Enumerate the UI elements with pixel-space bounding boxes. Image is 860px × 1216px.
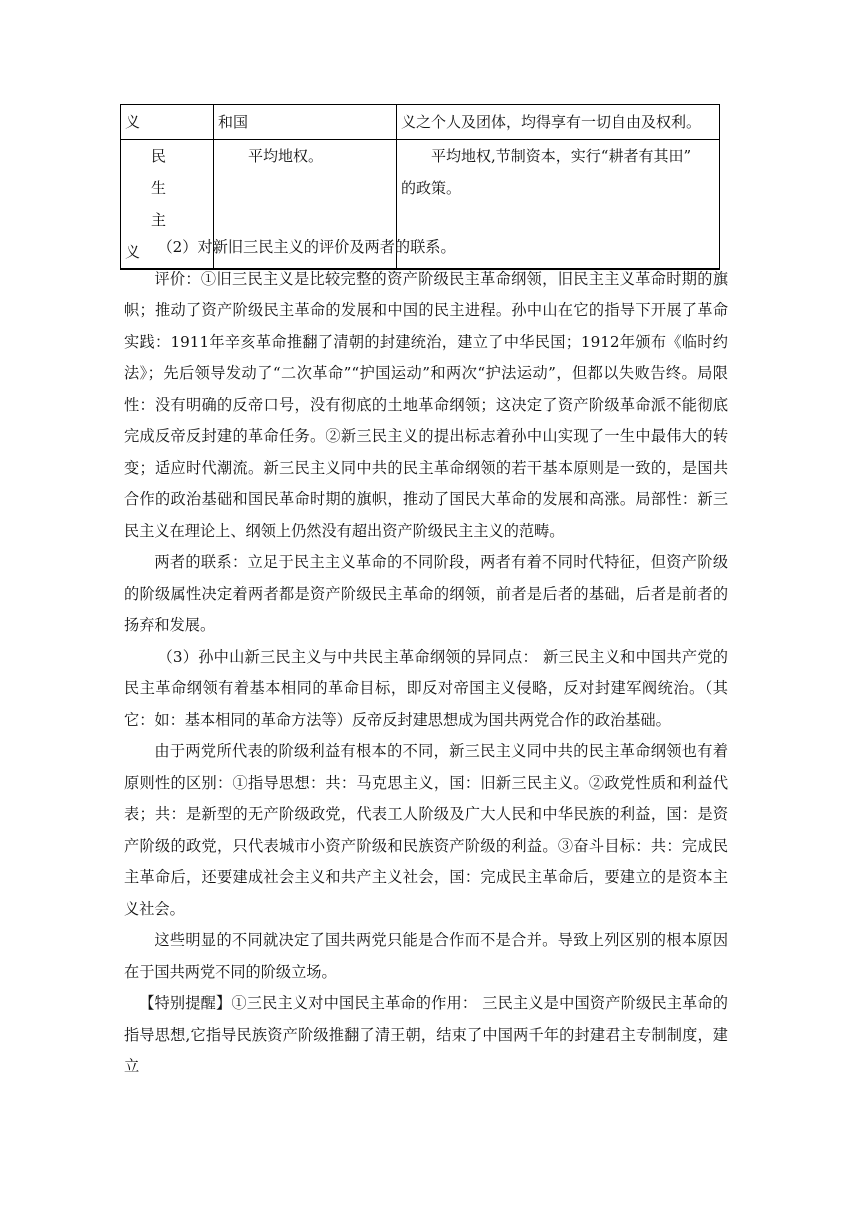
cell-text: 民 生 主: [151, 147, 175, 229]
cell-text: 的政策。: [401, 179, 462, 197]
paragraph: 由于两党所代表的阶级利益有根本的不同，新三民主义同中共的民主革命纲领也有着原则性的区别：①指导思想：共：马克思主义，国：旧新三民主义。②政党性质和利益代表；共：是新型的无产阶级政党，代表工人阶级及广大人民和中华民族的利益，国：是资产阶级的政党，只代表城市小资产阶级和民族资产阶级的利益。③奋斗目标：共：完成民主革命后，还要建成社会主义和共产主义社会，国：完成民主革命后，要建立的是资本主义社会。: [124, 742, 728, 918]
table-cell: [397, 105, 720, 140]
cell-text: 和国: [218, 113, 249, 131]
cell-text: 平均地权。: [248, 147, 324, 165]
table-cell: [214, 105, 397, 140]
paragraph: 这些明显的不同就决定了国共两党只能是合作而不是合并。导致上列区别的根本原因在于国共两党不同的阶级立场。: [124, 931, 728, 981]
paragraph: 【特别提醒】①三民主义对中国民主革命的作用： 三民主义是中国资产阶级民主革命的指导思想,它指导民族资产阶级推翻了清王朝，结束了中国两千年的封建君主专制制度，建立: [124, 994, 728, 1075]
body-text: [124, 232, 728, 1083]
table-row: [121, 105, 720, 140]
paragraph: 评价：①旧三民主义是比较完整的资产阶级民主革命纲领，旧民主主义革命时期的旗帜；推动了资产阶级民主革命的发展和中国的民主进程。孙中山在它的指导下开展了革命实践：1911年辛亥革命推翻了清朝的封建统治，建立了中华民国；1912年颁布《临时约法》；先后领导发动了“二次革命”“护国运动”和两次“护法运动”，但都以失败告终。局限性：没有明确的反帝口号，没有彻底的土地革命纲领；这决定了资产阶级革命派不能彻底完成反帝反封建的革命任务。②新三民主义的提出标志着孙中山实现了一生中最伟大的转变；适应时代潮流。新三民主义同中共的民主革命纲领的若干基本原则是一致的，是国共合作的政治基础和国民革命时期的旗帜，推动了国民大革命的发展和高涨。局部性：新三民主义在理论上、纲领上仍然没有超出资产阶级民主主义的范畴。: [124, 269, 728, 540]
paragraph: 两者的联系：立足于民主主义革命的不同阶段，两者有着不同时代特征，但资产阶级的阶级属性决定着两者都是资产阶级民主革命的纲领，前者是后者的基础，后者是前者的扬弃和发展。: [124, 553, 728, 634]
paragraph: （3）孙中山新三民主义与中共民主革命纲领的异同点： 新三民主义和中国共产党的民主革命纲领有着基本相同的革命目标，即反对帝国主义侵略，反对封建军阀统治。（其它：如：基本相同的革命方法等）反帝反封建思想成为国共两党合作的政治基础。: [124, 647, 728, 729]
table-cell: [121, 105, 214, 140]
paragraph: （2）对新旧三民主义的评价及两者的联系。: [157, 238, 456, 256]
cell-text: 平均地权,节制资本，实行“耕者有其田”: [431, 147, 692, 165]
cell-text: 义: [125, 113, 141, 131]
cell-text: 义之个人及团体，均得享有一切自由及权利。: [401, 113, 702, 131]
cell-text: 义: [125, 243, 141, 261]
